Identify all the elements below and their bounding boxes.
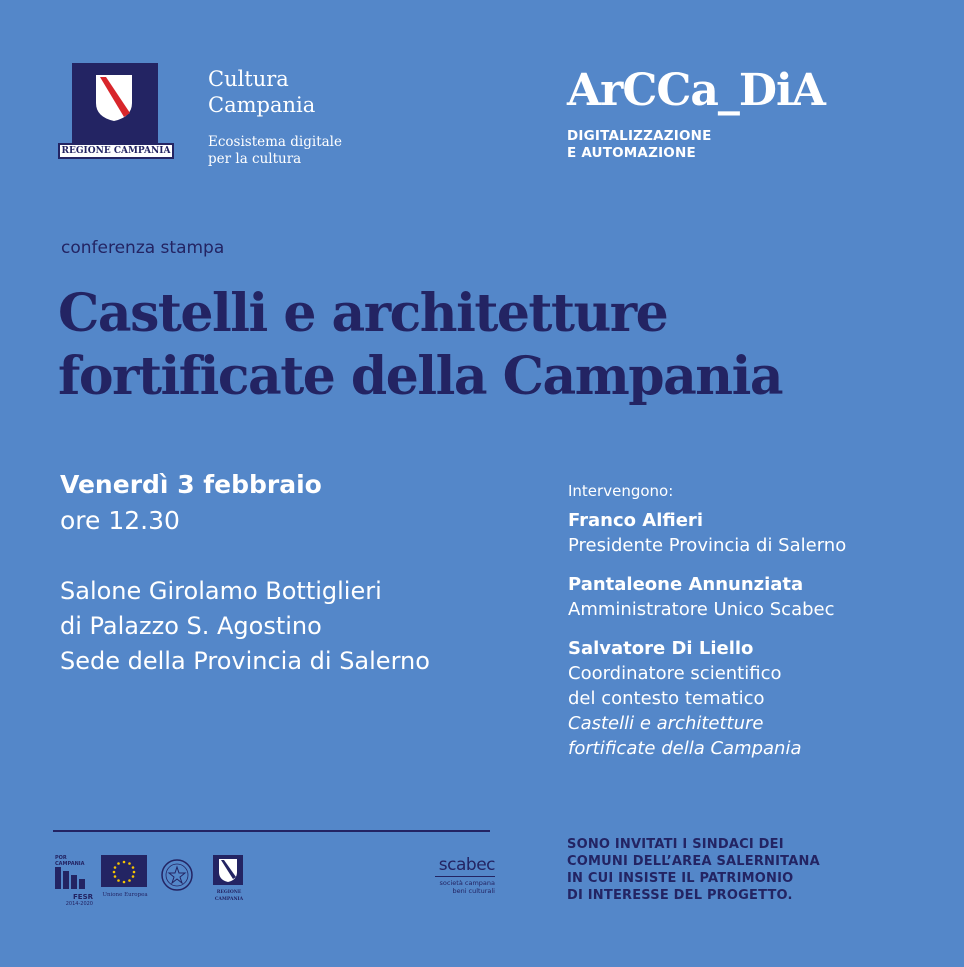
cultura-title-line: Cultura <box>208 67 289 91</box>
speaker-theme: fortificate della Campania <box>568 738 802 759</box>
speaker-name: Franco Alfieri <box>568 510 703 531</box>
repubblica-logo <box>159 855 197 899</box>
speakers-list <box>568 481 958 775</box>
speaker-theme: Castelli e architetture <box>568 713 764 734</box>
footer-logos <box>55 855 495 907</box>
scabec-wordmark: scabec <box>438 855 495 875</box>
por-graphic-icon <box>55 867 91 889</box>
regione-campania-crest <box>58 63 174 169</box>
invite-line: COMUNI DELL’AREA SALERNITANA <box>567 854 820 869</box>
arcca-sub-line: DIGITALIZZAZIONE <box>567 128 712 144</box>
event-time: ore 12.30 <box>60 506 180 535</box>
arcca-dia-logo: ArCCa_DiA <box>567 65 825 116</box>
invite-line: IN CUI INSISTE IL PATRIMONIO <box>567 871 794 886</box>
speaker-role: Amministratore Unico Scabec <box>568 599 835 620</box>
crest-background <box>72 63 158 149</box>
event-title-line: Castelli e architetture <box>58 283 668 344</box>
scabec-sub-line: società campana <box>439 879 495 887</box>
shield-icon <box>94 73 134 123</box>
crest-label: REGIONE CAMPANIA <box>58 143 174 159</box>
speaker <box>568 636 958 761</box>
cultura-sub-line: Ecosistema digitale <box>208 134 342 150</box>
arcca-sub-line: E AUTOMAZIONE <box>567 145 696 161</box>
venue-line: Salone Girolamo Bottiglieri <box>60 577 382 605</box>
arcca-dia-subtitle <box>567 128 712 162</box>
republic-emblem-icon <box>159 855 195 895</box>
cultura-campania-title <box>208 66 315 118</box>
eu-flag-icon <box>101 855 147 887</box>
por-fesr-logo <box>55 855 93 907</box>
scabec-underline <box>435 876 495 877</box>
speaker-name: Pantaleone Annunziata <box>568 574 804 595</box>
scabec-logo <box>427 855 495 895</box>
event-title <box>58 282 782 408</box>
invite-notice <box>567 836 820 904</box>
invite-line: SONO INVITATI I SINDACI DEI <box>567 837 784 852</box>
cultura-title-line: Campania <box>208 93 316 117</box>
scabec-sub-line: beni culturali <box>452 887 495 895</box>
small-shield-icon <box>213 855 243 885</box>
region-small-label: REGIONE CAMPANIA <box>214 890 244 902</box>
event-title-line: fortificate della Campania <box>58 346 783 407</box>
speaker-role: del contesto tematico <box>568 688 765 709</box>
por-years: 2014-2020 <box>65 901 93 907</box>
venue-line: Sede della Provincia di Salerno <box>60 647 430 675</box>
speaker-name: Salvatore Di Liello <box>568 638 754 659</box>
fesr-label: FESR <box>73 893 93 901</box>
cultura-sub-line: per la cultura <box>208 151 302 167</box>
speaker <box>568 572 958 622</box>
cultura-campania-subtitle <box>208 134 342 168</box>
event-venue <box>60 574 430 679</box>
event-type: conferenza stampa <box>61 238 225 258</box>
speaker <box>568 508 958 558</box>
eu-label: Unione Europea <box>102 892 148 898</box>
invite-line: DI INTERESSE DEL PROGETTO. <box>567 888 793 903</box>
footer-divider <box>53 830 490 832</box>
event-date: Venerdì 3 febbraio <box>60 470 322 499</box>
eu-logo <box>101 855 149 899</box>
speaker-role: Presidente Provincia di Salerno <box>568 535 847 556</box>
regione-campania-small-logo <box>207 855 251 903</box>
speaker-role: Coordinatore scientifico <box>568 663 782 684</box>
por-label: POR CAMPANIA <box>55 855 85 867</box>
speakers-intro: Intervengono: <box>568 482 674 500</box>
venue-line: di Palazzo S. Agostino <box>60 612 322 640</box>
